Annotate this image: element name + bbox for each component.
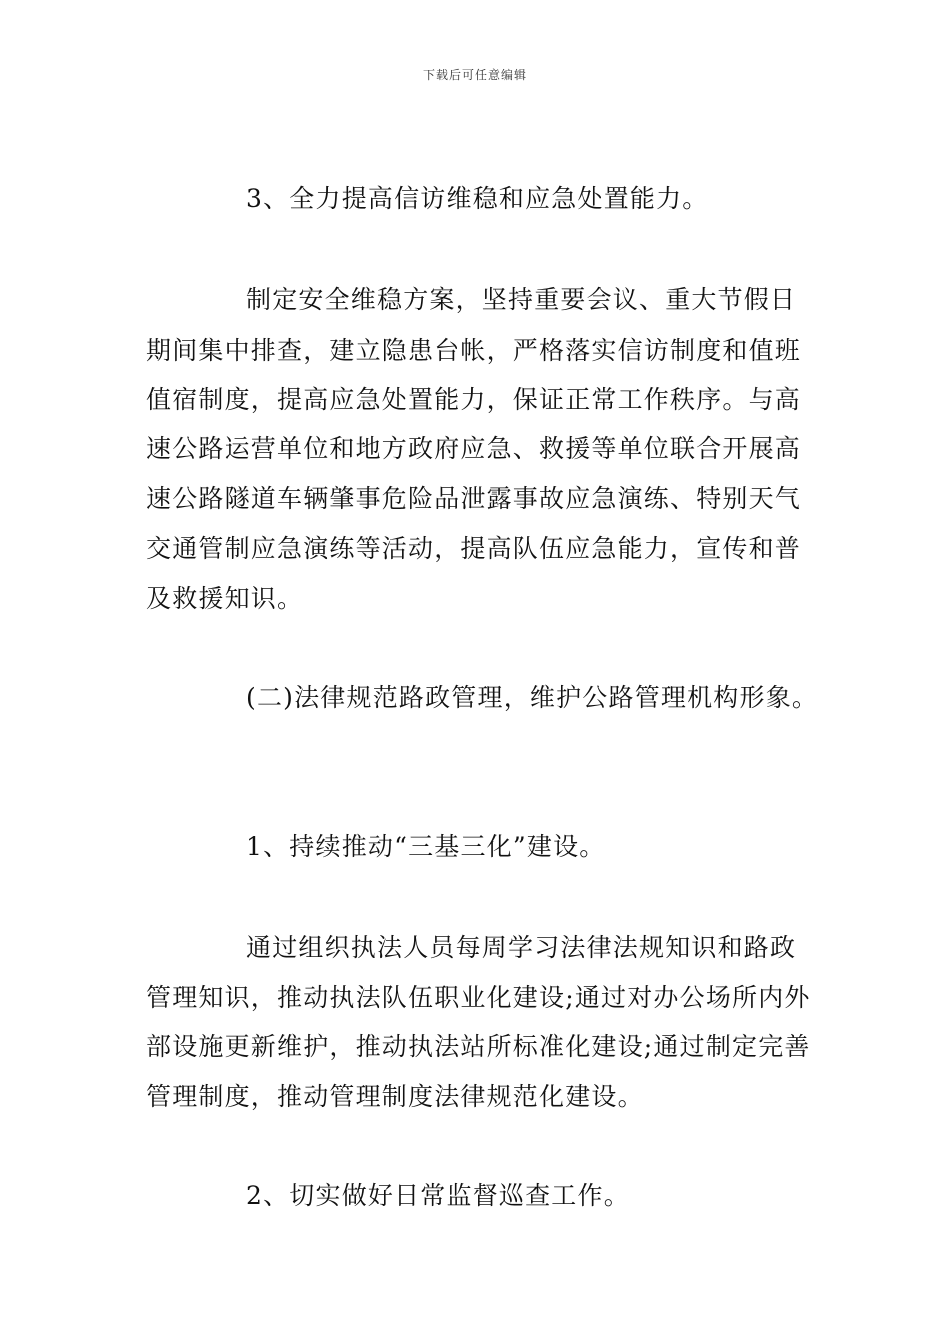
section-heading-1: 1、持续推动“三基三化”建设。 <box>246 832 606 861</box>
paragraph-line: 交通管制应急演练等活动，提高队伍应急能力，宣传和普 <box>146 534 802 563</box>
paragraph-line: 值宿制度，提高应急处置能力，保证正常工作秩序。与高 <box>146 385 802 414</box>
paragraph-line: 期间集中排查，建立隐患台帐，严格落实信访制度和值班 <box>146 336 802 365</box>
section-heading-2: 2、切实做好日常监督巡查工作。 <box>246 1181 630 1210</box>
paragraph-line: 速公路隧道车辆肇事危险品泄露事故应急演练、特别天气 <box>146 484 802 513</box>
section-heading-2: (二)法律规范路政管理，维护公路管理机构形象。 <box>246 683 819 712</box>
page-header-note: 下载后可任意编辑 <box>422 68 527 82</box>
paragraph-line: 部设施更新维护，推动执法站所标准化建设;通过制定完善 <box>146 1032 811 1061</box>
paragraph-line: 管理知识，推动执法队伍职业化建设;通过对办公场所内外 <box>146 983 811 1012</box>
paragraph-line: 通过组织执法人员每周学习法律法规知识和路政 <box>246 933 797 962</box>
paragraph-line: 速公路运营单位和地方政府应急、救援等单位联合开展高 <box>146 434 802 463</box>
paragraph-line: 管理制度，推动管理制度法律规范化建设。 <box>146 1082 644 1111</box>
section-heading-3: 3、全力提高信访维稳和应急处置能力。 <box>246 184 709 213</box>
paragraph-line: 及救援知识。 <box>146 584 304 613</box>
paragraph-line: 制定安全维稳方案，坚持重要会议、重大节假日 <box>246 285 797 314</box>
